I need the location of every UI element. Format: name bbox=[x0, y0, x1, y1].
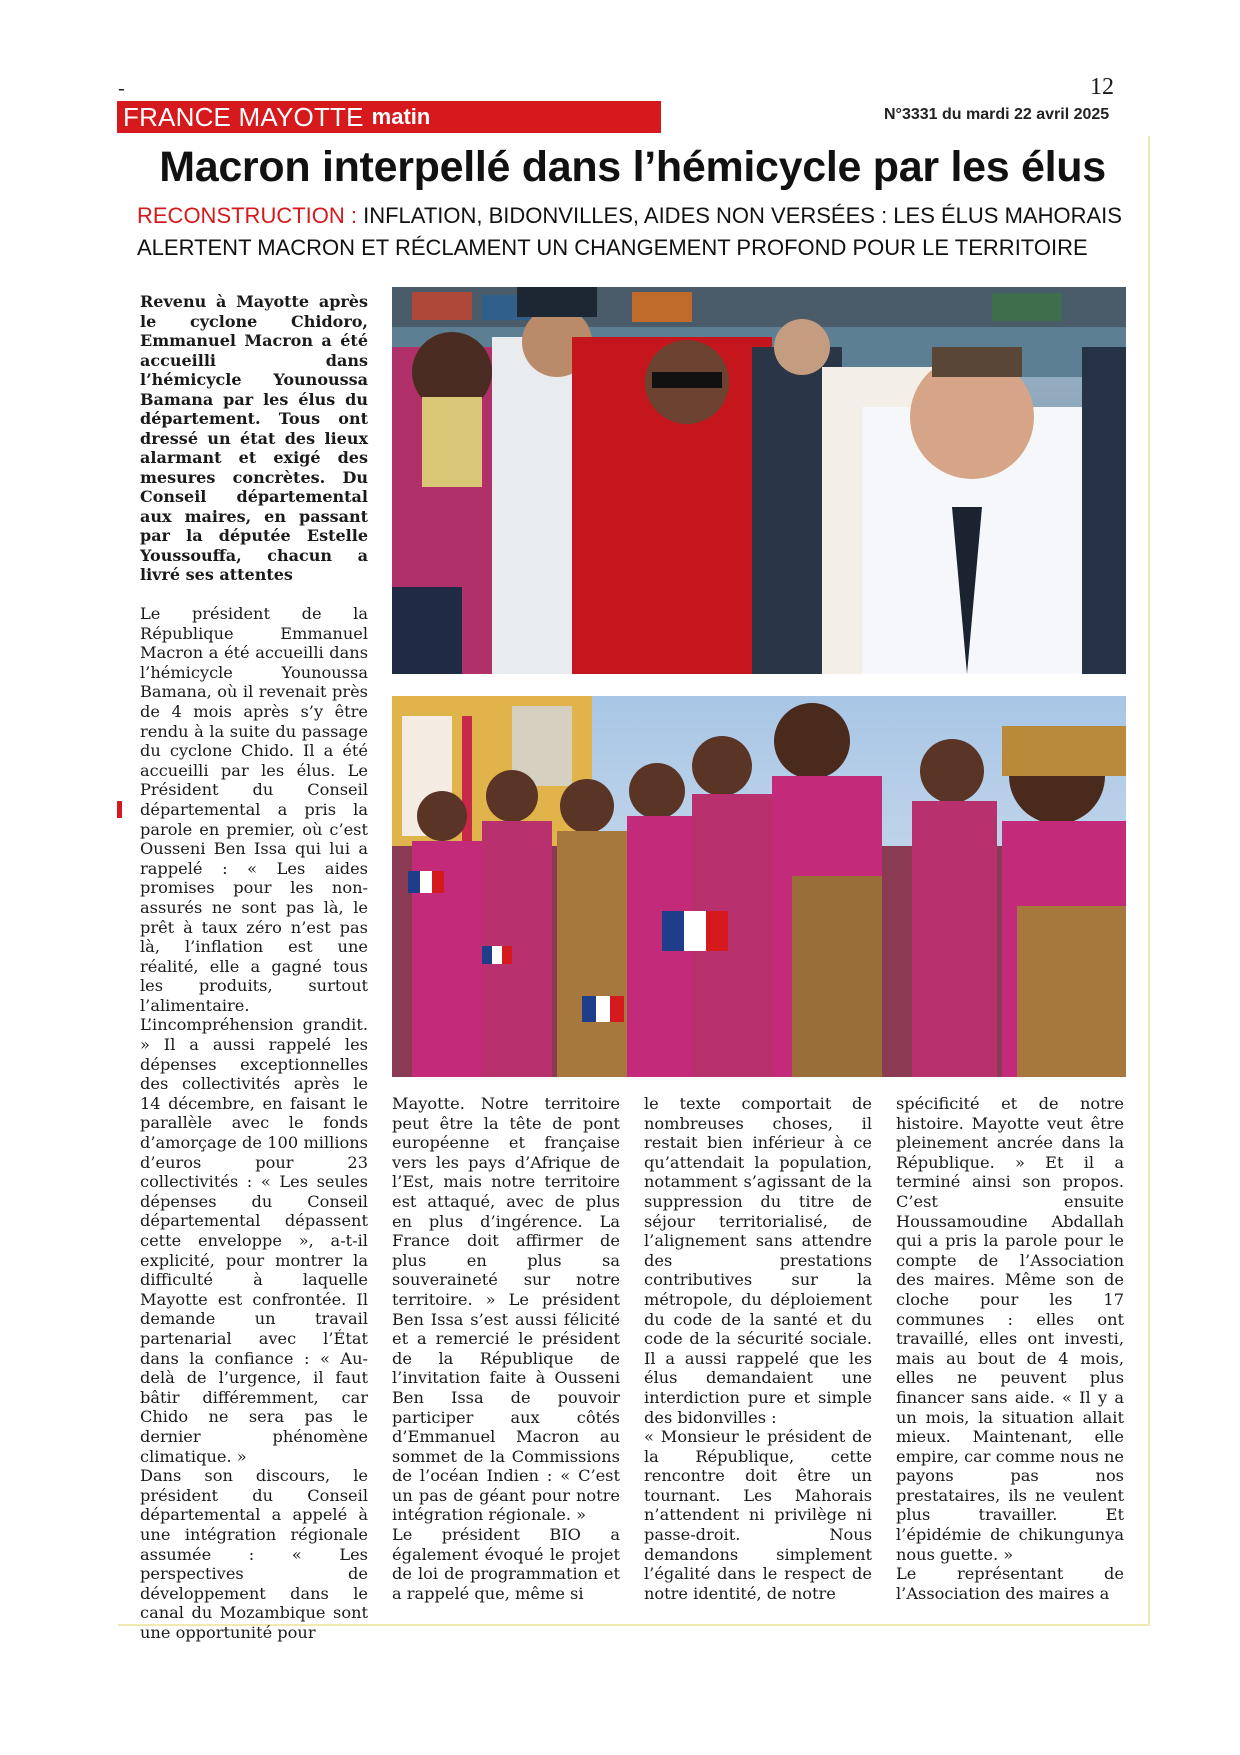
column-2 bbox=[392, 1094, 620, 1603]
photo-women-flags bbox=[392, 696, 1126, 1077]
photo-macron-port bbox=[392, 287, 1126, 674]
column-1-paragraph: Le président de la République Emmanuel Macron a été accueilli dans l’hémicycle Younoussa Bamana, où il revenait près de 4 mois après s’y être rendu à la suite du passage du cyclone Chido. Il a été accueilli par les élus. Le Président du Conseil départemental a pris la parole en premier, où c’est Ousseni Ben Issa qui lui a rappelé : « Les aides promises pour les non-assurés ne sont pas là, le prêt à taux zéro n’est pas là, l’inflation est une réalité, elle a gagné tous les produits, surtout l’alimentaire. L’incompréhension grandit. » Il a aussi rappelé les dépenses exceptionnelles des collectivités après le 14 décembre, en faisant le parallèle avec le fonds d’amorçage de 100 millions d’euros pour 23 collectivités : « Les seules dépenses du Conseil départemental dépassent cette enveloppe », a-t-il explicité, pour montrer la difficulté à laquelle Mayotte est confrontée. Il demande un travail partenarial avec l’État dans la confiance : « Au-delà de l’urgence, il faut bâtir différemment, car Chido ne sera pas le dernier phénomène climatique. » bbox=[140, 604, 368, 1466]
subheadline bbox=[137, 200, 1137, 264]
column-4-paragraph: spécificité et de notre histoire. Mayotte veut être pleinement ancrée dans la République. » Et il a terminé ainsi son propos. C’est ensuite Houssamoudine Abdallah qui a pris la parole pour le compte de l’Association des maires. Même son de cloche pour les 17 communes : elles ont travaillé, elles ont investi, mais au bout de 4 mois, elles ne peuvent plus financer sans aide. « Il y a un mois, la situation allait mieux. Maintenant, elle empire, car comme nous ne payons pas nos prestataires, ils ne veulent plus travailler. Et l’épidémie de chikungunya nous guette. » bbox=[896, 1094, 1124, 1564]
column-2-paragraph: Mayotte. Notre territoire peut être la tête de pont européenne et française vers les pays d’Afrique de l’Est, mais notre territoire est attaqué, avec de plus en plus d’ingérence. La France doit affirmer de plus en plus sa souveraineté sur notre territoire. » Le président Ben Issa s’est aussi félicité et a remercié le président de la République de l’invitation faite à Ousseni Ben Issa de pouvoir participer aux côtés d’Emmanuel Macron au sommet de la Commissions de l’océan Indien : « C’est un pas de géant pour notre intégration régionale. » bbox=[392, 1094, 620, 1525]
headline: Macron interpellé dans l’hémicycle par les élus bbox=[159, 143, 1106, 191]
column-3-paragraph: le texte comportait de nombreuses choses, il restait bien inférieur à ce qu’attendait la population, notamment s’agissant de la suppression du titre de séjour territorialisé, de l’alignement sans attendre des prestations contributives sur la métropole, du déploiement du code de la santé et du code de la sécurité sociale. Il a aussi rappelé que les élus demandaient une interdiction pure et simple des bidonvilles : bbox=[644, 1094, 872, 1427]
column-3 bbox=[644, 1094, 872, 1603]
column-1-paragraph-2: Dans son discours, le président du Conseil départemental a appelé à une intégration régionale assumée : « Les perspectives de développement dans le canal du Mozambique sont une opportunité pour bbox=[140, 1466, 368, 1642]
page-number: 12 bbox=[1090, 74, 1114, 100]
column-2-paragraph-2: Le président BIO a également évoqué le projet de loi de programmation et a rappelé que, même si bbox=[392, 1525, 620, 1603]
subhead-text: INFLATION, BIDONVILLES, AIDES NON VERSÉES : LES ÉLUS MAHORAIS ALERTENT MACRON ET RÉCLAMENT UN CHANGEMENT PROFOND POUR LE TERRITOIRE bbox=[137, 203, 1122, 260]
column-1 bbox=[140, 604, 368, 1642]
lead-paragraph: Revenu à Mayotte après le cyclone Chidoro, Emmanuel Macron a été accueilli dans l’hémicycle Younoussa Bamana par les élus du département. Tous ont dressé un état des lieux alarmant et exigé des mesures concrètes. Du Conseil départemental aux maires, en passant par la députée Estelle Youssouffa, chacun a livré ses attentes bbox=[140, 292, 368, 584]
page-marker: - bbox=[118, 76, 125, 100]
margin-marker bbox=[117, 801, 122, 818]
masthead-edition: matin bbox=[371, 104, 431, 129]
masthead bbox=[117, 101, 661, 133]
issue-date: N°3331 du mardi 22 avril 2025 bbox=[884, 106, 1110, 123]
column-4-paragraph-2: Le représentant de l’Association des maires a bbox=[896, 1564, 1124, 1603]
masthead-brand: FRANCE MAYOTTE bbox=[123, 101, 364, 132]
column-3-paragraph-2: « Monsieur le président de la République, cette rencontre doit être un tournant. Les Mahorais n’attendent ni privilège ni passe-droit. Nous demandons simplement l’égalité dans le respect de notre identité, de notre bbox=[644, 1427, 872, 1603]
column-4 bbox=[896, 1094, 1124, 1603]
kicker: RECONSTRUCTION : bbox=[137, 203, 357, 228]
